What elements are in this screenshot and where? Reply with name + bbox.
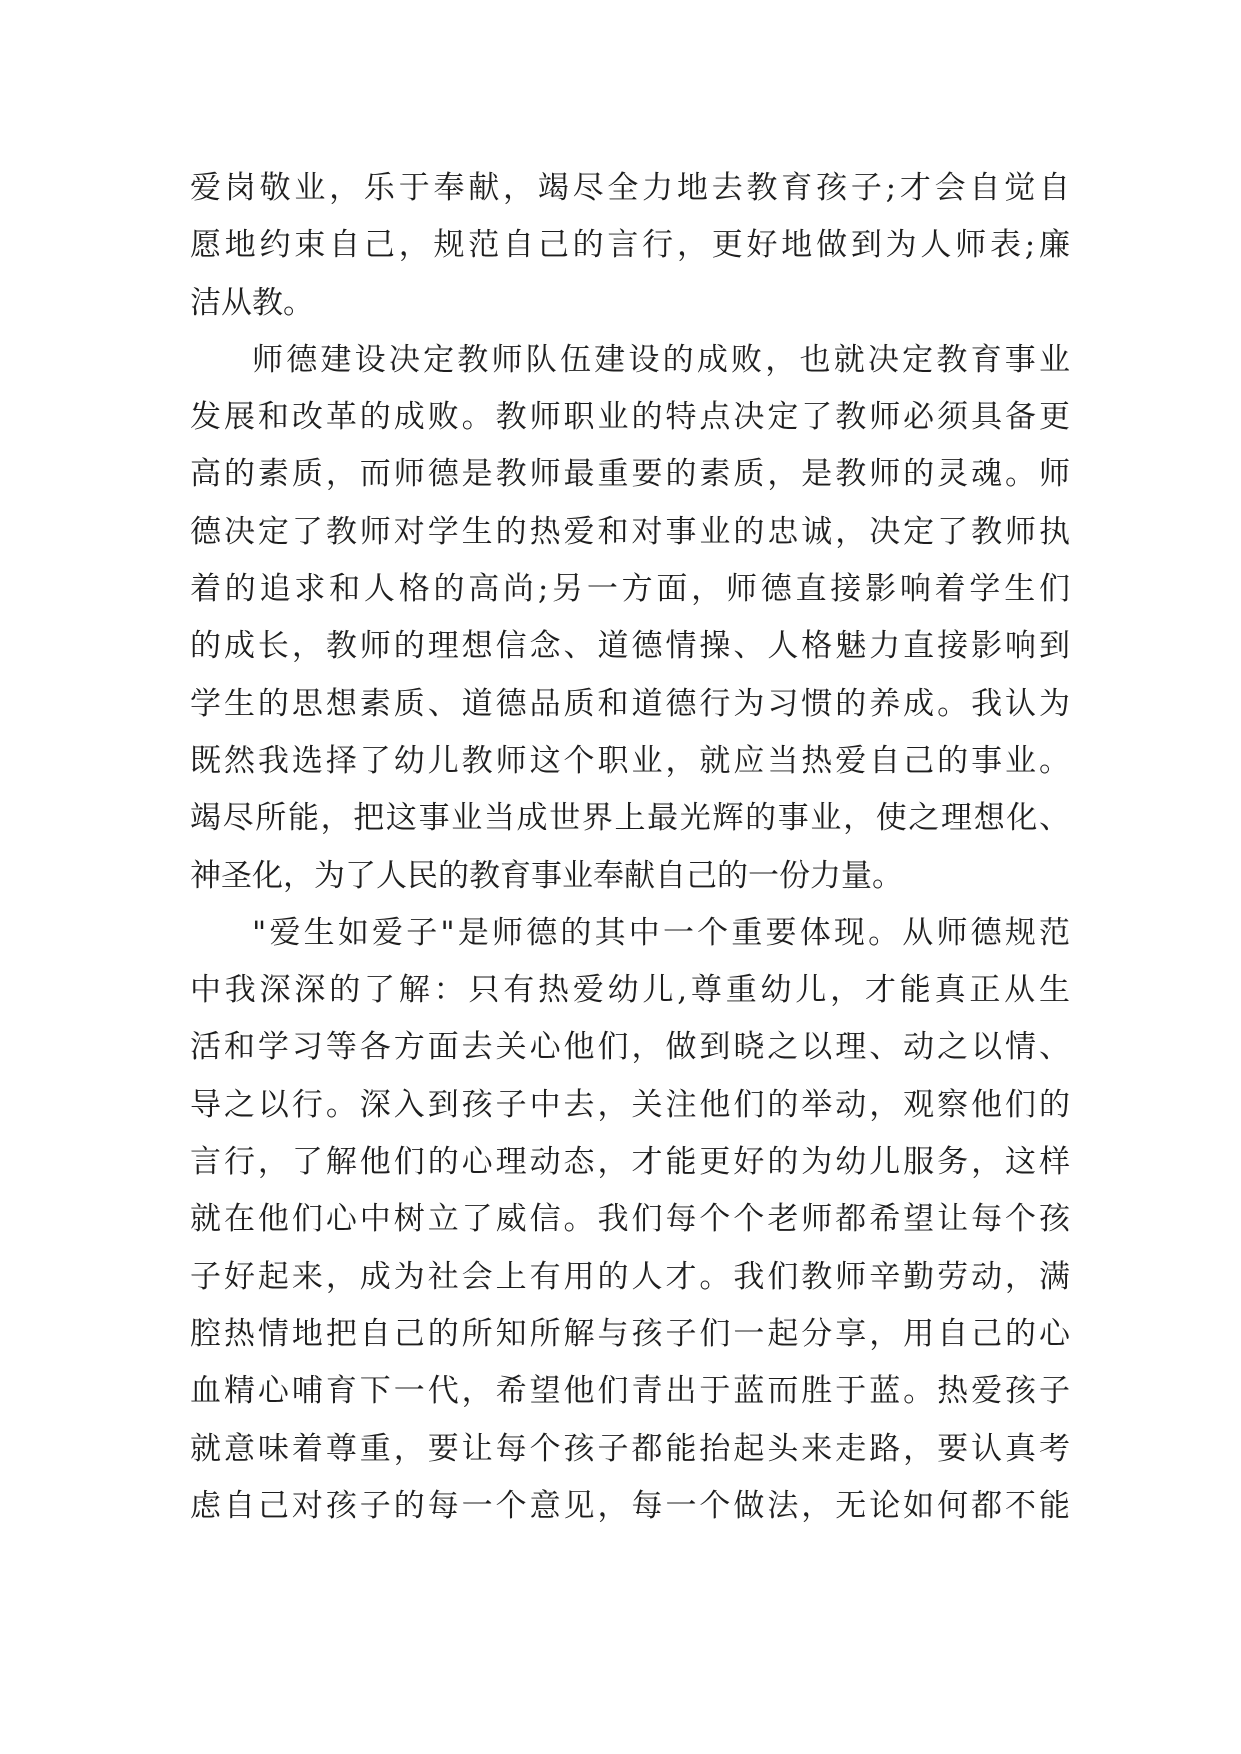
text-line: 就意味着尊重，要让每个孩子都能抬起头来走路，要认真考 (190, 1430, 1070, 1467)
paragraph-3 (190, 905, 1070, 1535)
text-line: 虑自己对孩子的每一个意见，每一个做法，无论如何都不能 (190, 1487, 1070, 1524)
text-line: 爱岗敬业，乐于奉献，竭尽全力地去教育孩子;才会自觉自 (190, 170, 1070, 206)
text-line: 导之以行。深入到孩子中去，关注他们的举动，观察他们的 (190, 1086, 1070, 1123)
text-line: 高的素质，而师德是教师最重要的素质，是教师的灵魂。师 (190, 456, 1070, 493)
text-line: 言行，了解他们的心理动态，才能更好的为幼儿服务，这样 (190, 1144, 1070, 1181)
text-line: 神圣化，为了人民的教育事业奉献自己的一份力量。 (190, 857, 903, 894)
text-line: 腔热情地把自己的所知所解与孩子们一起分享，用自己的心 (190, 1315, 1070, 1352)
text-line: 发展和改革的成败。教师职业的特点决定了教师必须具备更 (190, 399, 1070, 436)
text-line: 着的追求和人格的高尚;另一方面，师德直接影响着学生们 (190, 571, 1070, 608)
text-line: 中我深深的了解：只有热爱幼儿,尊重幼儿，才能真正从生 (190, 972, 1070, 1009)
text-line: 竭尽所能，把这事业当成世界上最光辉的事业，使之理想化、 (190, 800, 1070, 837)
paragraph-2 (190, 332, 1070, 905)
text-line: 子好起来，成为社会上有用的人才。我们教师辛勤劳动，满 (190, 1258, 1070, 1295)
document-body (190, 160, 1070, 1535)
text-line: 血精心哺育下一代，希望他们青出于蓝而胜于蓝。热爱孩子 (190, 1373, 1070, 1410)
text-line: 德决定了教师对学生的热爱和对事业的忠诚，决定了教师执 (190, 513, 1070, 550)
text-line: 洁从教。 (190, 284, 314, 321)
text-line: 就在他们心中树立了威信。我们每个个老师都希望让每个孩 (190, 1201, 1070, 1238)
text-line: 的成长，教师的理想信念、道德情操、人格魅力直接影响到 (190, 628, 1070, 665)
paragraph-1 (190, 160, 1070, 332)
text-line: 师德建设决定教师队伍建设的成败，也就决定教育事业 (252, 341, 1070, 378)
text-line: "爱生如爱子"是师德的其中一个重要体现。从师德规范 (252, 914, 1070, 951)
text-line: 学生的思想素质、道德品质和道德行为习惯的养成。我认为 (190, 685, 1070, 722)
text-line: 活和学习等各方面去关心他们，做到晓之以理、动之以情、 (190, 1029, 1070, 1066)
text-line: 愿地约束自己，规范自己的言行，更好地做到为人师表;廉 (190, 227, 1070, 264)
text-line: 既然我选择了幼儿教师这个职业，就应当热爱自己的事业。 (190, 742, 1070, 779)
